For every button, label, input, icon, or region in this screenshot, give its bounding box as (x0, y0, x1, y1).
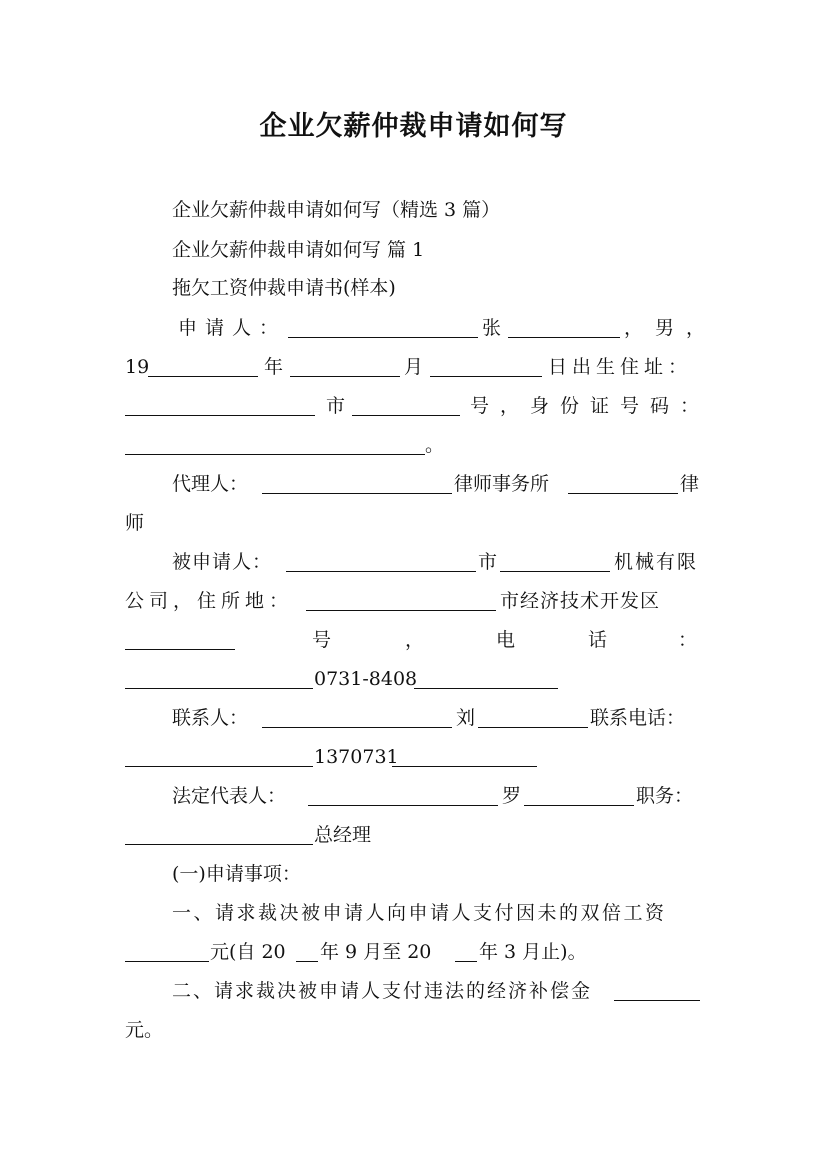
agent-label: 代理人： (172, 473, 249, 495)
blank-line (352, 415, 460, 416)
blank-line (306, 610, 496, 611)
request-2-text: 二、请求裁决被申请人支付违法的经济补偿金 (172, 980, 593, 1002)
blank-line (430, 376, 542, 377)
lawyer-label-end: 师 (125, 512, 145, 534)
contact-line-1 (0, 702, 827, 734)
blank-line (125, 844, 313, 845)
blank-line (500, 571, 610, 572)
blank-line (125, 454, 425, 455)
respondent-line-3 (0, 624, 827, 656)
id-number-label: 号，身份证号码： (470, 395, 711, 417)
birth-year-prefix: 19 (125, 356, 150, 378)
applicant-surname: 张 (482, 317, 502, 339)
blank-line (392, 766, 537, 767)
phone-label-1: 电 (496, 629, 516, 651)
blank-line (455, 961, 477, 962)
comma-mark: ， (405, 629, 425, 651)
blank-line (568, 493, 678, 494)
dev-zone-label: 市经济技术开发区 (500, 590, 661, 612)
contact-label: 联系人： (172, 707, 249, 729)
request-1-period-start: 元(自 20 (210, 941, 286, 963)
number-label: 号 (312, 629, 332, 651)
blank-line (414, 688, 558, 689)
legal-rep-label: 法定代表人： (172, 785, 287, 807)
blank-line (290, 376, 400, 377)
respondent-line-4 (0, 663, 827, 695)
agent-line-2 (0, 507, 827, 539)
phone-label-2: 话 (588, 629, 608, 651)
agent-line-1 (0, 468, 827, 500)
blank-line (288, 337, 478, 338)
birth-address-label: 日出生住址： (548, 356, 693, 378)
legal-rep-surname: 罗 (502, 785, 522, 807)
intro-heading: 企业欠薪仲裁申请如何写（精选 3 篇） (172, 199, 501, 221)
request-1-period-end: 年 3 月止)。 (479, 941, 587, 963)
blank-line (125, 766, 313, 767)
applicant-line-4 (0, 429, 827, 461)
requests-heading-line (0, 858, 827, 890)
respondent-line-2 (0, 585, 827, 617)
doc-title-line (0, 272, 827, 304)
respondent-city: 市 (478, 551, 498, 573)
legal-rep-position: 总经理 (314, 824, 372, 846)
period-mark: 。 (425, 434, 445, 456)
blank-line (148, 376, 258, 377)
request-2-line-1 (0, 975, 827, 1007)
request-1-line-2 (0, 936, 827, 968)
applicant-line-3 (0, 390, 827, 422)
applicant-line-1 (0, 312, 827, 344)
applicant-line-2 (0, 351, 827, 383)
colon-mark: ： (678, 629, 698, 651)
part-heading-line (0, 234, 827, 266)
law-firm-label: 律师事务所 (454, 473, 550, 495)
respondent-label: 被申请人： (172, 551, 273, 573)
blank-line (262, 493, 452, 494)
requests-heading: (一)申请事项： (172, 863, 301, 885)
contact-line-2 (0, 741, 827, 773)
respondent-line-1 (0, 546, 827, 578)
legal-rep-line-2 (0, 819, 827, 851)
respondent-phone: 0731-8408 (314, 668, 418, 690)
intro-heading-line (0, 194, 827, 226)
request-2-end: 元。 (125, 1019, 164, 1041)
blank-line (125, 649, 235, 650)
blank-line (286, 571, 476, 572)
request-2-line-2 (0, 1014, 827, 1046)
request-1-text: 一、请求裁决被申请人向申请人支付因未的双倍工资 (172, 902, 667, 924)
blank-line (125, 961, 209, 962)
blank-line (296, 961, 318, 962)
request-1-period-mid: 年 9 月至 20 (320, 941, 432, 963)
request-1-line-1 (0, 897, 827, 929)
contact-surname: 刘 (456, 707, 476, 729)
blank-line (478, 727, 588, 728)
position-label: 职务： (636, 785, 694, 807)
legal-rep-line-1 (0, 780, 827, 812)
document-title: 企业欠薪仲裁申请如何写 (259, 111, 568, 142)
lawyer-label-start: 律 (680, 473, 700, 495)
blank-line (614, 1000, 700, 1001)
city-label: 市 (326, 395, 346, 417)
applicant-label: 申请人： (178, 317, 287, 339)
blank-line (125, 688, 313, 689)
blank-line (125, 415, 315, 416)
contact-phone: 1370731 (314, 746, 399, 768)
company-type-start: 机械有限 (614, 551, 699, 573)
company-address-label: 公司，住所地： (125, 590, 294, 612)
contact-phone-label: 联系电话： (590, 707, 686, 729)
doc-title: 拖欠工资仲裁申请书(样本) (172, 277, 396, 299)
month-label: 月 (404, 356, 424, 378)
blank-line (524, 805, 634, 806)
blank-line (262, 727, 452, 728)
blank-line (308, 805, 498, 806)
part-heading: 企业欠薪仲裁申请如何写 篇 1 (172, 239, 425, 261)
blank-line (508, 337, 620, 338)
year-label: 年 (264, 356, 284, 378)
applicant-gender: ，男， (624, 317, 718, 339)
